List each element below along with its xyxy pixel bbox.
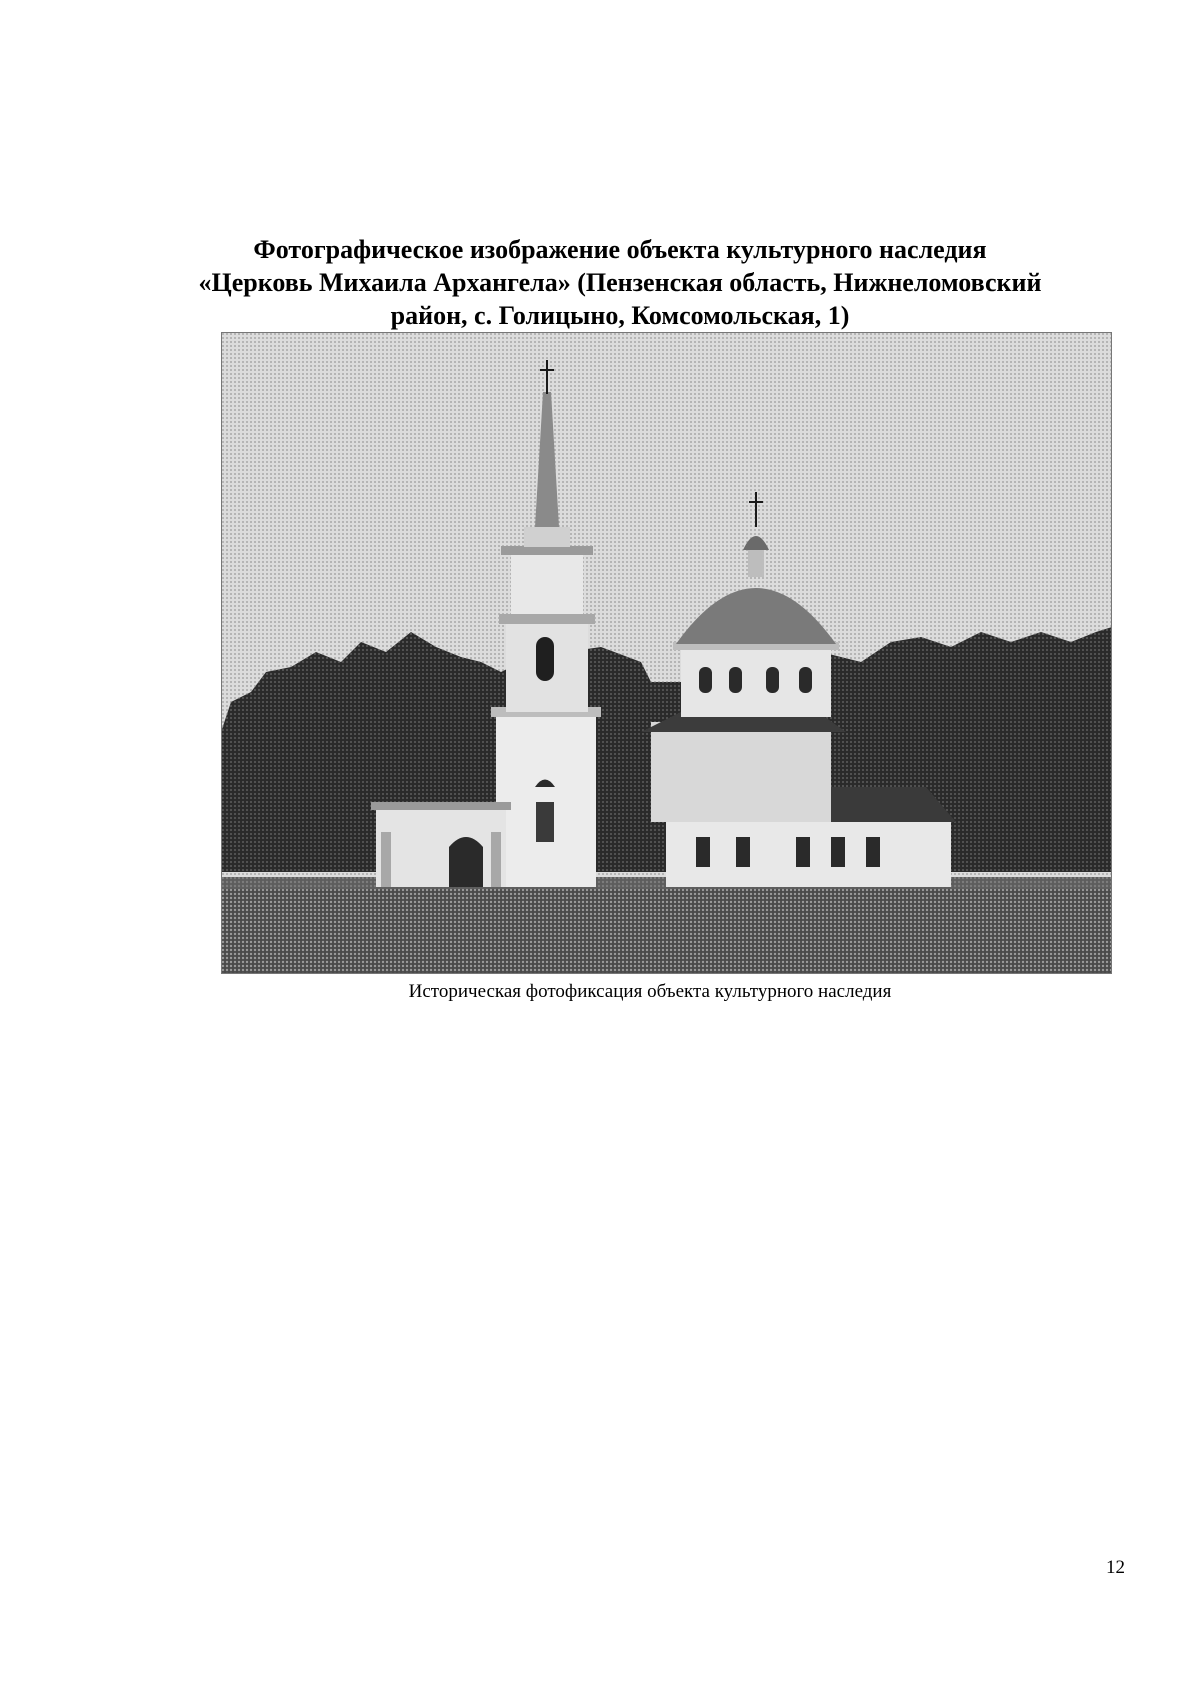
tower-bell-opening bbox=[536, 637, 554, 681]
annex-window-1 bbox=[696, 837, 710, 867]
annex-window-2 bbox=[736, 837, 750, 867]
page-title bbox=[150, 233, 1090, 332]
photo-caption: Историческая фотофиксация объекта культурного наследия bbox=[408, 981, 892, 1002]
title-line-2: «Церковь Михаила Архангела» (Пензенская область, Нижнеломовский bbox=[198, 268, 1042, 297]
page-number: 12 bbox=[1106, 1557, 1125, 1578]
tower-base bbox=[496, 712, 596, 887]
dome-lantern bbox=[748, 547, 764, 577]
drum-window-4 bbox=[799, 667, 812, 693]
church-photograph bbox=[221, 332, 1112, 974]
title-line-1: Фотографическое изображение объекта культурного наследия bbox=[253, 235, 987, 264]
tower-upper bbox=[511, 552, 583, 614]
gate-top bbox=[371, 802, 511, 810]
gate-arch bbox=[449, 837, 483, 887]
annex-window-5 bbox=[866, 837, 880, 867]
tower-door bbox=[536, 802, 554, 842]
gate-wall bbox=[376, 807, 506, 887]
gate-pillar-right bbox=[491, 832, 501, 887]
ground bbox=[221, 877, 1112, 974]
drum-window-2 bbox=[729, 667, 742, 693]
drum-window-3 bbox=[766, 667, 779, 693]
church-photo-illustration bbox=[221, 332, 1112, 974]
annex-window-3 bbox=[796, 837, 810, 867]
drum-window-1 bbox=[699, 667, 712, 693]
tower-middle-cornice bbox=[499, 614, 595, 624]
annex-window-4 bbox=[831, 837, 845, 867]
church-body bbox=[651, 722, 831, 822]
gate-pillar-left bbox=[381, 832, 391, 887]
tower-drum bbox=[524, 527, 570, 547]
title-line-3: район, с. Голицыно, Комсомольская, 1) bbox=[390, 301, 850, 330]
tower-upper-cornice bbox=[501, 546, 593, 555]
